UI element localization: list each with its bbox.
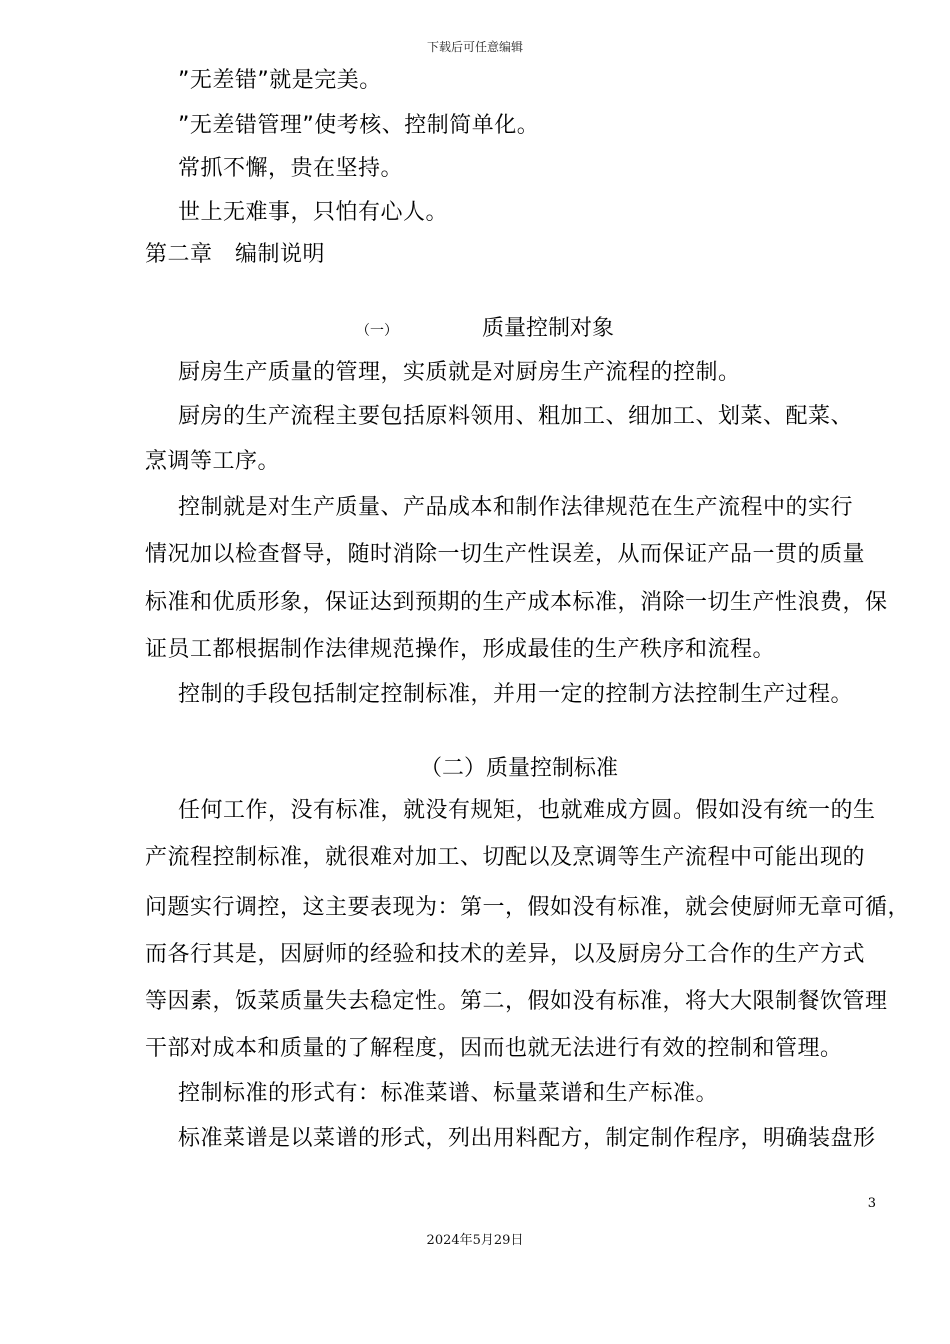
- paragraph-line: 任何工作，没有标准，就没有规矩，也就难成方圆。假如没有统一的生: [178, 798, 876, 823]
- paragraph-line: 控制标准的形式有：标准菜谱、标量菜谱和生产标准。: [178, 1081, 719, 1106]
- paragraph-line: 证员工都根据制作法律规范操作，形成最佳的生产秩序和流程。: [145, 637, 776, 662]
- paragraph-line: 干部对成本和质量的了解程度，因而也就无法进行有效的控制和管理。: [145, 1036, 843, 1061]
- text-line: ”无差错管理”使考核、控制简单化。: [178, 113, 540, 138]
- paragraph-line: 等因素，饭菜质量失去稳定性。第二，假如没有标准，将大大限制餐饮管理: [145, 989, 888, 1014]
- paragraph-line: 而各行其是，因厨师的经验和技术的差异，以及厨房分工合作的生产方式: [145, 942, 866, 967]
- paragraph-line: 问题实行调控，这主要表现为：第一，假如没有标准，就会使厨师无章可循，: [145, 895, 911, 920]
- page-number: 3: [867, 1196, 876, 1211]
- paragraph-line: 控制就是对生产质量、产品成本和制作法律规范在生产流程中的实行: [178, 495, 854, 520]
- paragraph-line: 标准菜谱是以菜谱的形式，列出用料配方，制定制作程序，明确装盘形: [178, 1126, 876, 1151]
- text-line: ”无差错”就是完美。: [178, 68, 382, 93]
- page-header: 下载后可任意编辑: [426, 40, 523, 54]
- paragraph-line: 厨房生产质量的管理，实质就是对厨房生产流程的控制。: [178, 360, 741, 385]
- section-title: （二）质量控制标准: [420, 756, 619, 781]
- paragraph-line: 控制的手段包括制定控制标准，并用一定的控制方法控制生产过程。: [178, 682, 854, 707]
- text-line: 世上无难事，只怕有心人。: [178, 200, 449, 225]
- section-title: 质量控制对象: [482, 316, 615, 341]
- page-footer-date: 2024年5月29日: [426, 1233, 524, 1248]
- paragraph-line: 产流程控制标准，就很难对加工、切配以及烹调等生产流程中可能出现的: [145, 845, 866, 870]
- paragraph-line: 标准和优质形象，保证达到预期的生产成本标准，消除一切生产性浪费，保: [145, 590, 888, 615]
- text-line: 常抓不懈，贵在坚持。: [178, 156, 404, 181]
- section-number: （一）: [356, 323, 398, 339]
- paragraph-line: 情况加以检查督导，随时消除一切生产性误差，从而保证产品一贯的质量: [145, 542, 866, 567]
- paragraph-line: 厨房的生产流程主要包括原料领用、粗加工、细加工、划菜、配菜、: [178, 404, 854, 429]
- chapter-title: 第二章 编制说明: [145, 242, 326, 267]
- paragraph-line: 烹调等工序。: [145, 449, 281, 474]
